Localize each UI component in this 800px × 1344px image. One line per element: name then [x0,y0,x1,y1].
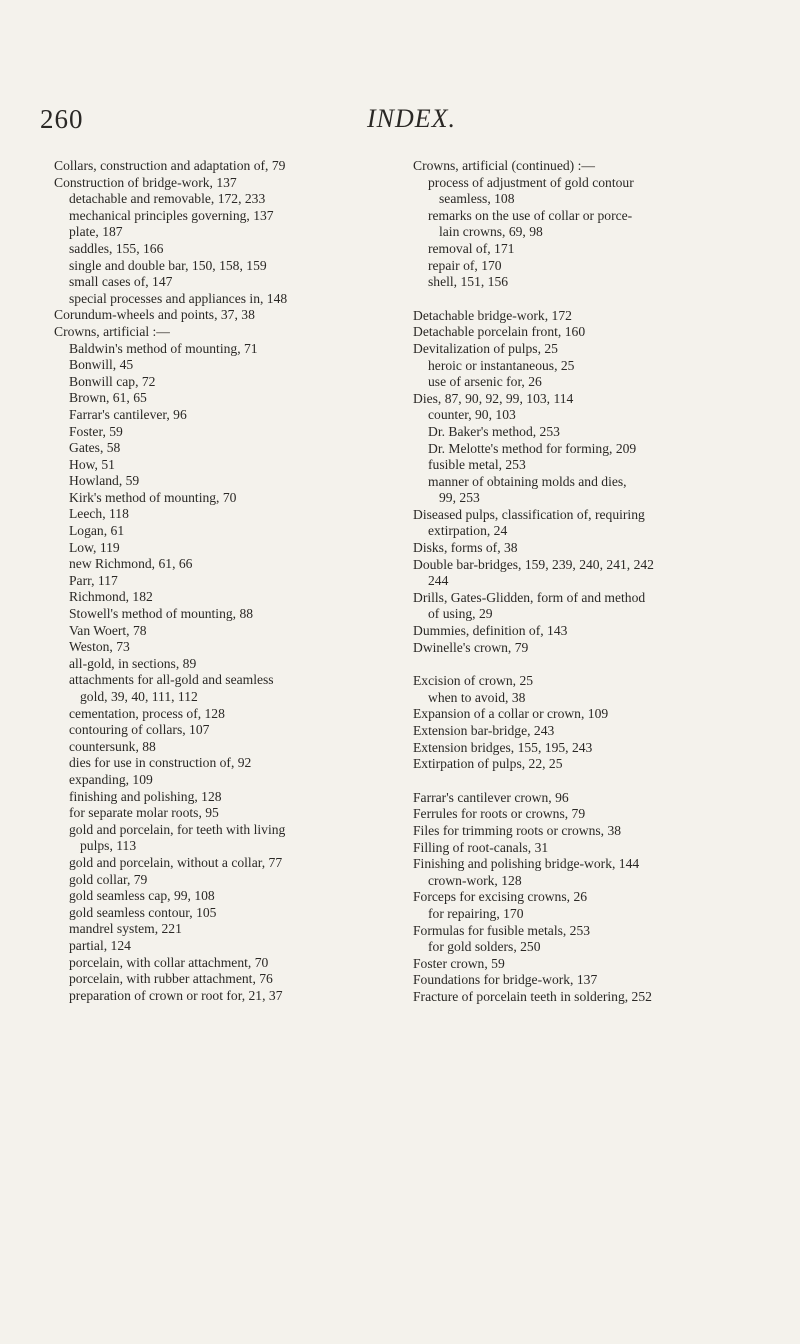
index-subentry: remarks on the use of collar or porce- [428,207,633,223]
index-entry: Fracture of porcelain teeth in soldering, 252 [413,988,652,1004]
index-subentry: Logan, 61 [69,523,125,539]
index-subentry: manner of obtaining molds and dies, [428,473,627,489]
index-entry: Extirpation of pulps, 22, 25 [413,756,563,772]
index-subentry: Low, 119 [69,539,120,555]
index-subentry: finishing and polishing, 128 [69,788,222,804]
index-entry: Expansion of a collar or crown, 109 [413,706,609,722]
index-column-left [54,158,394,1004]
section-gap [413,773,758,790]
index-subentry: 99, 253 [439,490,480,506]
index-subentry: mandrel system, 221 [69,921,182,937]
index-subentry: Stowell's method of mounting, 88 [69,606,254,622]
index-subentry: pulps, 113 [80,838,137,854]
index-entry: Formulas for fusible metals, 253 [413,922,591,938]
section-gap [413,291,758,308]
index-subentry: countersunk, 88 [69,738,156,754]
index-subentry: contouring of collars, 107 [69,722,210,738]
index-entry: Corundum-wheels and points, 37, 38 [54,307,255,323]
page-header [40,104,760,140]
index-subentry: for repairing, 170 [428,905,524,921]
index-subentry: heroic or instantaneous, 25 [428,357,575,373]
index-subentry: attachments for all-gold and seamless [69,672,274,688]
index-entry: Disks, forms of, 38 [413,540,518,556]
index-subentry: process of adjustment of gold contour [428,174,634,190]
index-entry: Extension bar-bridge, 243 [413,723,555,738]
index-subentry: Bonwill, 45 [69,357,134,373]
index-subentry: of using, 29 [428,606,493,622]
index-subentry: 244 [428,573,449,589]
index-entry: Finishing and polishing bridge-work, 144 [413,856,640,872]
index-subentry: Gates, 58 [69,440,121,456]
index-subentry: cementation, process of, 128 [69,705,225,721]
index-subentry: all-gold, in sections, 89 [69,655,197,671]
index-entry: Detachable porcelain front, 160 [413,324,586,340]
index-subentry: gold and porcelain, for teeth with living [69,821,286,837]
index-subentry: shell, 151, 156 [428,274,509,290]
index-entry: Dummies, definition of, 143 [413,623,568,639]
index-subentry: single and double bar, 150, 158, 159 [69,257,267,273]
index-subentry: lain crowns, 69, 98 [439,224,543,240]
index-subentry: crown-work, 128 [428,872,522,888]
index-entry: Filling of root-canals, 31 [413,839,549,855]
index-subentry: Weston, 73 [69,639,130,655]
index-entry: Extension bridges, 155, 195, 243 [413,739,593,755]
index-entry: Diseased pulps, classification of, requiring [413,506,645,522]
index-entry: Crowns, artificial (continued) :— [413,158,595,173]
index-subentry: Farrar's cantilever, 96 [69,406,187,422]
running-head: INDEX. [367,104,457,133]
index-subentry: for separate molar roots, 95 [69,805,219,821]
index-subentry: gold seamless cap, 99, 108 [69,888,215,904]
index-subentry: Kirk's method of mounting, 70 [69,489,237,505]
index-entry: Construction of bridge-work, 137 [54,174,237,190]
index-subentry: porcelain, with rubber attachment, 76 [69,971,273,987]
index-subentry: Van Woert, 78 [69,622,147,638]
index-subentry: expanding, 109 [69,771,153,787]
index-subentry: Leech, 118 [69,506,129,522]
index-subentry: gold collar, 79 [69,871,148,887]
index-entry: Forceps for excising crowns, 26 [413,889,588,905]
index-subentry: Bonwill cap, 72 [69,373,156,389]
index-subentry: fusible metal, 253 [428,457,526,473]
index-subentry: Richmond, 182 [69,589,153,605]
index-subentry: repair of, 170 [428,257,502,273]
index-subentry: counter, 90, 103 [428,407,516,423]
index-subentry: Dr. Baker's method, 253 [428,423,560,439]
index-subentry: dies for use in construction of, 92 [69,755,252,771]
index-subentry: gold seamless contour, 105 [69,904,217,920]
index-subentry: partial, 124 [69,937,131,953]
index-subentry: How, 51 [69,456,115,472]
index-entry: Drills, Gates-Glidden, form of and method [413,589,646,605]
index-subentry: when to avoid, 38 [428,689,526,705]
index-subentry: special processes and appliances in, 148 [69,290,288,306]
index-subentry: removal of, 171 [428,240,515,256]
index-entry: Double bar-bridges, 159, 239, 240, 241, 242 [413,556,654,572]
index-subentry: plate, 187 [69,224,123,240]
index-subentry: detachable and removable, 172, 233 [69,191,266,207]
index-subentry: for gold solders, 250 [428,939,541,955]
index-subentry: small cases of, 147 [69,274,173,290]
index-entry: Dies, 87, 90, 92, 99, 103, 114 [413,390,574,406]
index-subentry: new Richmond, 61, 66 [69,556,193,572]
index-entry: Foundations for bridge-work, 137 [413,972,598,988]
index-entry: Detachable bridge-work, 172 [413,307,572,323]
index-entry: Ferrules for roots or crowns, 79 [413,806,586,822]
index-subentry: gold, 39, 40, 111, 112 [80,689,198,704]
index-subentry: Parr, 117 [69,572,118,588]
index-subentry: Dr. Melotte's method for forming, 209 [428,440,637,456]
section-gap [413,656,758,673]
index-entry: Crowns, artificial :— [54,323,170,339]
index-entry: Foster crown, 59 [413,955,505,971]
index-subentry: Brown, 61, 65 [69,390,147,406]
index-subentry: Foster, 59 [69,423,123,439]
index-entry: Farrar's cantilever crown, 96 [413,789,569,805]
index-subentry: gold and porcelain, without a collar, 77 [69,854,283,870]
index-subentry: saddles, 155, 166 [69,240,164,256]
index-entry: Dwinelle's crown, 79 [413,639,529,655]
index-entry: Collars, construction and adaptation of, 79 [54,158,286,173]
index-subentry: preparation of crown or root for, 21, 37 [69,987,283,1003]
index-subentry: mechanical principles governing, 137 [69,207,274,223]
index-subentry: Baldwin's method of mounting, 71 [69,340,258,356]
page-number: 260 [40,104,84,134]
index-entry: Devitalization of pulps, 25 [413,340,558,356]
index-subentry: porcelain, with collar attachment, 70 [69,954,269,970]
index-subentry: Howland, 59 [69,473,140,489]
index-entry: Files for trimming roots or crowns, 38 [413,822,622,838]
index-subentry: use of arsenic for, 26 [428,374,542,390]
index-entry: Excision of crown, 25 [413,673,534,689]
index-column-right [413,158,758,1006]
index-subentry: extirpation, 24 [428,523,508,539]
index-subentry: seamless, 108 [439,191,515,207]
